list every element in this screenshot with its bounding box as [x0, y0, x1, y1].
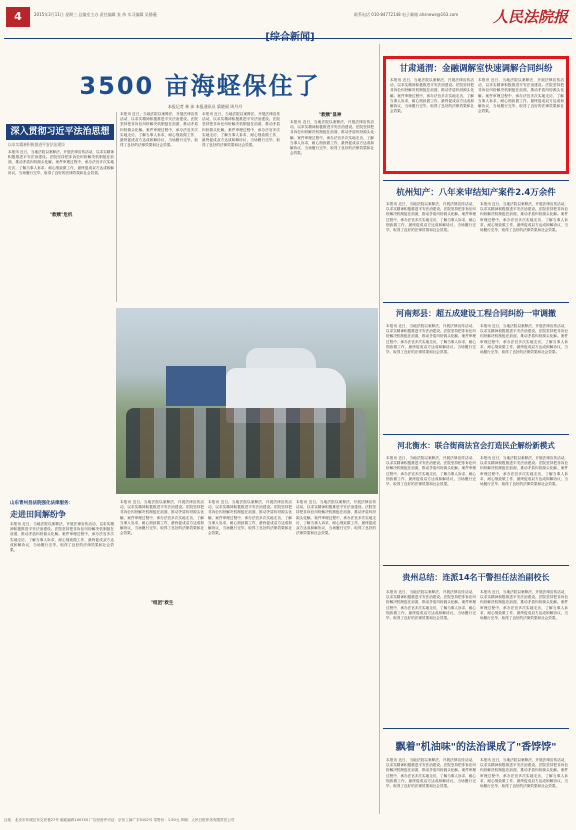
story-6-text-b: 本报讯 近日，当地法院以案释法，开展法律宣传活动，以求实精神积极推进平安法治建设。法院坚持把非诉讼纠纷解决机制挺在前面，推动矛盾纠纷源头化解。案件审理过程中，承办法官多次实地走访，了解当事人诉求，耐心细致做工作，最终促成双方达成和解协议，当场履行完毕，取得了良好的法律效果和社会效果。 — [480, 758, 568, 789]
story-3-text-b: 本报讯 近日，当地法院以案释法，开展法律宣传活动，以求实精神积极推进平安法治建设。法院坚持把非诉讼纠纷解决机制挺在前面，推动矛盾纠纷源头化解。案件审理过程中，承办法官多次实地走访，了解当事人诉求，耐心细致做工作，最终促成双方达成和解协议，当场履行完毕，取得了良好的法律效果和社会效果。 — [480, 324, 568, 355]
story-1-text-a: 本报讯 近日，当地法院以案释法，开展法律宣传活动，以求实精神积极推进平安法治建设。法院坚持把非诉讼纠纷解决机制挺在前面，推动矛盾纠纷源头化解。案件审理过程中，承办法官多次实地走访，了解当事人诉求，耐心细致做工作，最终促成双方达成和解协议，当场履行完毕，取得了良好的法律效果和社会效果。 — [390, 78, 474, 114]
photo-story-text: 本报讯 近日，当地法院以案释法，开展法律宣传活动，以求实精神积极推进平安法治建设。法院坚持把非诉讼纠纷解决机制挺在前面，推动矛盾纠纷源头化解。案件审理过程中，承办法官多次实地走访，了解当事人诉求，耐心细致做工作，最终促成双方达成和解协议，当场履行完毕，取得了良好的法律效果和社会效果。 — [10, 522, 114, 553]
lead-headline: 3500 亩海蛏保住了 — [79, 72, 321, 100]
header-divider — [4, 38, 572, 39]
story-divider — [383, 434, 569, 435]
photo-tent — [166, 366, 226, 406]
side-subheading: "救赎"危机 — [49, 213, 73, 218]
bottom-text-col-2: 本报讯 近日，当地法院以案释法，开展法律宣传活动，以求实精神积极推进平安法治建设。法院坚持把非诉讼纠纷解决机制挺在前面，推动矛盾纠纷源头化解。案件审理过程中，承办法官多次实地走访，了解当事人诉求，耐心细致做工作，最终促成双方达成和解协议，当场履行完毕，取得了良好的法律效果和社会效果。 — [208, 500, 292, 536]
bottom-subheading: "组团"救生 — [150, 601, 174, 606]
story-4-headline: 河北衡水：联合街商法官会打造民企解纷新模式 — [397, 441, 555, 450]
edition-info: 2015年3月11日 星期三 总编室主办 责任编辑 张 伟 实习编辑 吴静薇 — [34, 12, 157, 17]
lead-text-col-1: 本报讯 近日，当地法院以案释法，开展法律宣传活动，以求实精神积极推进平安法治建设。法院坚持把非诉讼纠纷解决机制挺在前面，推动矛盾纠纷源头化解。案件审理过程中，承办法官多次实地走访，了解当事人诉求，耐心细致做工作，最终促成双方达成和解协议，当场履行完毕，取得了良好的法律效果和社会效果。 — [120, 112, 198, 148]
news-photo — [116, 308, 378, 494]
column-divider — [379, 44, 380, 814]
story-divider — [383, 180, 569, 181]
lead-subheading-1: "救赎"显神 — [318, 113, 342, 118]
page-footer: 社址：北京市东城区东交民巷27号 邮政编码100745 广告经营许可证：京东工商广字0102号 零售价：1.50元 印刷：人民日报印务有限责任公司 — [4, 818, 235, 822]
side-subheadline: 以求实精神积极推进平安法治建设 — [8, 142, 65, 147]
story-4-text-b: 本报讯 近日，当地法院以案释法，开展法律宣传活动，以求实精神积极推进平安法治建设。法院坚持把非诉讼纠纷解决机制挺在前面，推动矛盾纠纷源头化解。案件审理过程中，承办法官多次实地走访，了解当事人诉求，耐心细致做工作，最终促成双方达成和解协议，当场履行完毕，取得了良好的法律效果和社会效果。 — [480, 456, 568, 487]
page-number: 4 — [6, 7, 30, 27]
story-4-text-a: 本报讯 近日，当地法院以案释法，开展法律宣传活动，以求实精神积极推进平安法治建设。法院坚持把非诉讼纠纷解决机制挺在前面，推动矛盾纠纷源头化解。案件审理过程中，承办法官多次实地走访，了解当事人诉求，耐心细致做工作，最终促成双方达成和解协议，当场履行完毕，取得了良好的法律效果和社会效果。 — [386, 456, 476, 487]
story-divider — [383, 565, 569, 566]
story-3-text-a: 本报讯 近日，当地法院以案释法，开展法律宣传活动，以求实精神积极推进平安法治建设。法院坚持把非诉讼纠纷解决机制挺在前面，推动矛盾纠纷源头化解。案件审理过程中，承办法官多次实地走访，了解当事人诉求，耐心细致做工作，最终促成双方达成和解协议，当场履行完毕，取得了良好的法律效果和社会效果。 — [386, 324, 476, 355]
photo-kicker: 山东青州县法院强化法律服务： — [10, 501, 73, 506]
lead-text-col-2: 本报讯 近日，当地法院以案释法，开展法律宣传活动，以求实精神积极推进平安法治建设。法院坚持把非诉讼纠纷解决机制挺在前面，推动矛盾纠纷源头化解。案件审理过程中，承办法官多次实地走访，了解当事人诉求，耐心细致做工作，最终促成双方达成和解协议，当场履行完毕，取得了良好的法律效果和社会效果。 — [202, 112, 280, 148]
side-headline: 深入贯彻习近平法治思想 — [6, 124, 114, 140]
story-2-text-b: 本报讯 近日，当地法院以案释法，开展法律宣传活动，以求实精神积极推进平安法治建设。法院坚持把非诉讼纠纷解决机制挺在前面，推动矛盾纠纷源头化解。案件审理过程中，承办法官多次实地走访，了解当事人诉求，耐心细致做工作，最终促成双方达成和解协议，当场履行完毕，取得了良好的法律效果和社会效果。 — [480, 202, 568, 233]
bottom-text-col-3: 本报讯 近日，当地法院以案释法，开展法律宣传活动，以求实精神积极推进平安法治建设。法院坚持把非诉讼纠纷解决机制挺在前面，推动矛盾纠纷源头化解。案件审理过程中，承办法官多次实地走访，了解当事人诉求，耐心细致做工作，最终促成双方达成和解协议，当场履行完毕，取得了良好的法律效果和社会效果。 — [296, 500, 376, 536]
story-3-headline: 河南郏县：超五成建设工程合同纠纷一审调撤 — [396, 309, 556, 318]
story-2-text-a: 本报讯 近日，当地法院以案释法，开展法律宣传活动，以求实精神积极推进平安法治建设。法院坚持把非诉讼纠纷解决机制挺在前面，推动矛盾纠纷源头化解。案件审理过程中，承办法官多次实地走访，了解当事人诉求，耐心细致做工作，最终促成双方达成和解协议，当场履行完毕，取得了良好的法律效果和社会效果。 — [386, 202, 476, 233]
story-6-headline: 飘着"机油味"的法治课成了"香饽饽" — [395, 742, 557, 753]
story-6-text-a: 本报讯 近日，当地法院以案释法，开展法律宣传活动，以求实精神积极推进平安法治建设。法院坚持把非诉讼纠纷解决机制挺在前面，推动矛盾纠纷源头化解。案件审理过程中，承办法官多次实地走访，了解当事人诉求，耐心细致做工作，最终促成双方达成和解协议，当场履行完毕，取得了良好的法律效果和社会效果。 — [386, 758, 476, 789]
story-1-headline: 甘肃通渭：金融调解室快速调解合同纠纷 — [399, 64, 553, 74]
story-1-text-b: 本报讯 近日，当地法院以案释法，开展法律宣传活动，以求实精神积极推进平安法治建设。法院坚持把非诉讼纠纷解决机制挺在前面，推动矛盾纠纷源头化解。案件审理过程中，承办法官多次实地走访，了解当事人诉求，耐心细致做工作，最终促成双方达成和解协议，当场履行完毕，取得了良好的法律效果和社会效果。 — [478, 78, 564, 114]
story-divider — [383, 302, 569, 303]
story-5-text-b: 本报讯 近日，当地法院以案释法，开展法律宣传活动，以求实精神积极推进平安法治建设。法院坚持把非诉讼纠纷解决机制挺在前面，推动矛盾纠纷源头化解。案件审理过程中，承办法官多次实地走访，了解当事人诉求，耐心细致做工作，最终促成双方达成和解协议，当场履行完毕，取得了良好的法律效果和社会效果。 — [480, 590, 568, 621]
side-article-text: 本报讯 近日，当地法院以案释法，开展法律宣传活动，以求实精神积极推进平安法治建设。法院坚持把非诉讼纠纷解决机制挺在前面，推动矛盾纠纷源头化解。案件审理过程中，承办法官多次实地走访，了解当事人诉求，耐心细致做工作，最终促成双方达成和解协议，当场履行完毕，取得了良好的法律效果和社会效果。 — [8, 150, 114, 175]
lead-byline: 本报记者 林 沛 本报通讯员 梁晓丽 周丹丹 — [167, 104, 243, 109]
column-divider — [116, 112, 117, 302]
bottom-text-col-1: 本报讯 近日，当地法院以案释法，开展法律宣传活动，以求实精神积极推进平安法治建设。法院坚持把非诉讼纠纷解决机制挺在前面，推动矛盾纠纷源头化解。案件审理过程中，承办法官多次实地走访，了解当事人诉求，耐心细致做工作，最终促成双方达成和解协议，当场履行完毕，取得了良好的法律效果和社会效果。 — [120, 500, 204, 536]
story-2-headline: 杭州知产：八年来审结知产案件2.4万余件 — [396, 188, 556, 198]
story-5-headline: 贵州总结：连派14名干警担任法治副校长 — [402, 573, 550, 582]
photo-headline: 走进田间解纷争 — [10, 510, 66, 519]
section-title — [240, 28, 340, 43]
story-5-text-a: 本报讯 近日，当地法院以案释法，开展法律宣传活动，以求实精神积极推进平安法治建设。法院坚持把非诉讼纠纷解决机制挺在前面，推动矛盾纠纷源头化解。案件审理过程中，承办法官多次实地走访，了解当事人诉求，耐心细致做工作，最终促成双方达成和解协议，当场履行完毕，取得了良好的法律效果和社会效果。 — [386, 590, 476, 621]
photo-people — [126, 408, 366, 478]
story-divider — [383, 728, 569, 729]
newspaper-logo: 人民法院报 — [492, 8, 568, 26]
contact-info: 联系电话 010-84772148 电子邮箱 ahsnews@163.com — [354, 12, 459, 17]
lead-text-col-3: 本报讯 近日，当地法院以案释法，开展法律宣传活动，以求实精神积极推进平安法治建设。法院坚持把非诉讼纠纷解决机制挺在前面，推动矛盾纠纷源头化解。案件审理过程中，承办法官多次实地走访，了解当事人诉求，耐心细致做工作，最终促成双方达成和解协议，当场履行完毕，取得了良好的法律效果和社会效果。 — [290, 120, 374, 156]
